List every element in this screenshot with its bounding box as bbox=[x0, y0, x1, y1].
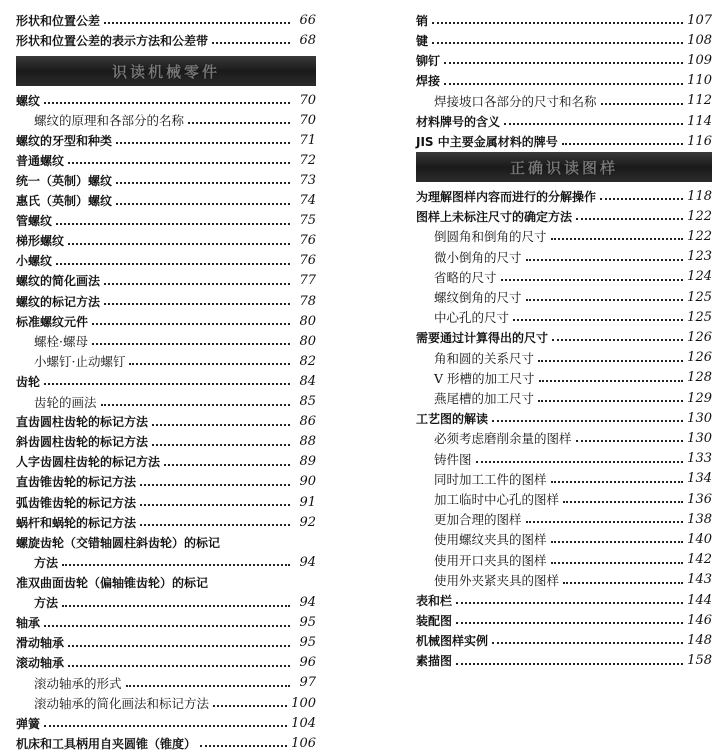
toc-entry-label: 小螺钉·止动螺钉 bbox=[34, 354, 126, 370]
toc-entry bbox=[16, 633, 316, 653]
leader-dots bbox=[513, 319, 683, 321]
toc-page-number: 100 bbox=[291, 695, 316, 711]
toc-entry-label: 滚动轴承的简化画法和标记方法 bbox=[34, 696, 210, 711]
leader-dots bbox=[56, 263, 290, 265]
toc-entry bbox=[416, 111, 712, 131]
toc-entry-label: 管螺纹 bbox=[16, 214, 53, 229]
toc-page-number: 94 bbox=[299, 595, 316, 610]
toc-entry-label: 弧齿锥齿轮的标记方法 bbox=[16, 495, 137, 510]
toc-entry bbox=[16, 412, 316, 432]
toc-entry bbox=[16, 673, 316, 693]
toc-entry-label: 装配图 bbox=[416, 613, 453, 628]
toc-entry-label: 键 bbox=[416, 33, 429, 48]
leader-dots bbox=[456, 602, 683, 604]
toc-page-number: 126 bbox=[687, 350, 712, 366]
toc-entry bbox=[416, 449, 712, 469]
toc-entry bbox=[16, 552, 316, 572]
toc-entry-label: 机床和工具柄用自夹圆锥（锥度） bbox=[16, 736, 197, 751]
toc-entry-label: 小螺纹 bbox=[16, 254, 53, 269]
toc-page-number: 80 bbox=[299, 333, 316, 349]
toc-entry-label: 螺纹的牙型和种类 bbox=[16, 133, 113, 148]
toc-page-number: 116 bbox=[687, 133, 712, 149]
toc-entry bbox=[16, 452, 316, 472]
toc-page-number: 95 bbox=[299, 615, 316, 631]
leader-dots bbox=[562, 143, 683, 145]
toc-page-number: 144 bbox=[687, 592, 712, 608]
leader-dots bbox=[116, 142, 290, 144]
toc-entry-label: 螺旋齿轮（交错轴圆柱斜齿轮）的标记 bbox=[16, 535, 221, 550]
leader-dots bbox=[504, 123, 683, 125]
leader-dots bbox=[129, 363, 290, 365]
leader-dots bbox=[212, 42, 290, 44]
toc-page-number: 74 bbox=[299, 193, 316, 208]
leader-dots bbox=[164, 464, 290, 466]
toc-entry bbox=[416, 327, 712, 347]
toc-entry-label: 螺纹的标记方法 bbox=[16, 294, 101, 309]
toc-entry bbox=[16, 90, 316, 110]
leader-dots bbox=[476, 461, 684, 463]
leader-dots bbox=[551, 541, 684, 543]
leader-dots bbox=[526, 299, 684, 301]
toc-entry-label: 斜齿圆柱齿轮的标记方法 bbox=[16, 435, 149, 450]
toc-entry bbox=[16, 211, 316, 231]
toc-page-number: 148 bbox=[687, 632, 712, 648]
toc-entry-label: 表和栏 bbox=[416, 593, 453, 608]
toc-entry bbox=[16, 572, 316, 592]
toc-page-number: 94 bbox=[299, 554, 316, 570]
toc-entry-label: 螺栓·螺母 bbox=[34, 334, 88, 350]
toc-entry bbox=[416, 570, 712, 590]
toc-entry-label: 螺纹的原理和各部分的名称 bbox=[34, 113, 185, 129]
toc-page-number: 136 bbox=[687, 491, 712, 507]
leader-dots bbox=[44, 625, 290, 627]
toc-page-number: 82 bbox=[299, 353, 316, 369]
toc-page-number: 140 bbox=[687, 531, 712, 547]
toc-entry bbox=[16, 432, 316, 452]
leader-dots bbox=[539, 380, 684, 382]
toc-entry-label: 更加合理的图样 bbox=[434, 512, 522, 528]
toc-entry bbox=[16, 231, 316, 251]
leader-dots bbox=[140, 524, 290, 526]
leader-dots bbox=[456, 622, 683, 624]
toc-entry-label: 滚动轴承 bbox=[16, 656, 65, 671]
toc-entry bbox=[16, 392, 316, 412]
toc-entry bbox=[16, 512, 316, 532]
toc-page-number: 73 bbox=[299, 172, 316, 188]
leader-dots bbox=[92, 323, 290, 325]
toc-entry bbox=[16, 30, 316, 50]
leader-dots bbox=[116, 203, 290, 205]
toc-entry-label: 方法 bbox=[34, 555, 59, 570]
leader-dots bbox=[432, 42, 683, 44]
toc-page-number: 125 bbox=[687, 309, 712, 325]
leader-dots bbox=[492, 420, 683, 422]
leader-dots bbox=[600, 198, 683, 200]
toc-page-number: 66 bbox=[299, 12, 316, 28]
toc-entry bbox=[16, 110, 316, 130]
toc-entry bbox=[16, 191, 316, 211]
leader-dots bbox=[68, 645, 290, 647]
toc-entry-label: 机械图样实例 bbox=[416, 633, 489, 648]
toc-page-number: 130 bbox=[687, 430, 712, 446]
leader-dots bbox=[152, 444, 290, 446]
leader-dots bbox=[104, 22, 290, 24]
toc-entry bbox=[416, 186, 712, 206]
toc-entry bbox=[416, 610, 712, 630]
toc-entry bbox=[416, 247, 712, 267]
toc-entry bbox=[416, 509, 712, 529]
leader-dots bbox=[56, 223, 290, 225]
leader-dots bbox=[104, 303, 290, 305]
toc-page-number: 68 bbox=[299, 32, 316, 48]
toc-entry-label: 弹簧 bbox=[16, 716, 41, 731]
toc-entry-label: JIS 中主要金属材料的牌号 bbox=[416, 134, 558, 149]
toc-page-number: 125 bbox=[687, 289, 712, 305]
toc-entry-label: 中心孔的尺寸 bbox=[434, 310, 510, 326]
toc-entry-label: 滑动轴承 bbox=[16, 636, 65, 651]
toc-entry-label: 螺纹 bbox=[16, 93, 41, 108]
toc-page-number: 106 bbox=[291, 735, 316, 751]
leader-dots bbox=[188, 122, 290, 124]
toc-entry bbox=[416, 206, 712, 226]
toc-page-number: 143 bbox=[687, 572, 712, 588]
toc-page-number: 138 bbox=[687, 511, 712, 527]
toc-entry-label: 使用开口夹具的图样 bbox=[434, 552, 547, 568]
toc-entry-label: 形状和位置公差 bbox=[16, 13, 101, 28]
toc-entry-label: 直齿圆柱齿轮的标记方法 bbox=[16, 415, 149, 430]
leader-dots bbox=[44, 725, 287, 727]
toc-entry bbox=[416, 30, 712, 50]
toc-page-number: 130 bbox=[687, 410, 712, 426]
leader-dots bbox=[116, 182, 290, 184]
toc-entry bbox=[16, 593, 316, 613]
toc-page-number: 118 bbox=[687, 188, 712, 204]
toc-entry bbox=[16, 251, 316, 271]
leader-dots bbox=[92, 343, 290, 345]
toc-page-number: 88 bbox=[299, 434, 316, 450]
toc-entry bbox=[416, 428, 712, 448]
toc-entry-label: 需要通过计算得出的尺寸 bbox=[416, 330, 549, 345]
toc-page-number: 76 bbox=[299, 253, 316, 269]
toc-entry-label: 螺纹倒角的尺寸 bbox=[434, 290, 522, 305]
toc-entry bbox=[16, 331, 316, 351]
toc-entry-label: 必须考虑磨削余量的图样 bbox=[434, 431, 572, 447]
leader-dots bbox=[213, 705, 287, 707]
toc-page-number: 133 bbox=[687, 451, 712, 467]
leader-dots bbox=[526, 259, 684, 261]
toc-page-number: 123 bbox=[687, 249, 712, 265]
leader-dots bbox=[551, 481, 684, 483]
toc-page-number: 122 bbox=[687, 228, 712, 244]
toc-page-number: 71 bbox=[299, 132, 316, 148]
toc-entry bbox=[16, 532, 316, 552]
toc-entry-label: 加工临时中心孔的图样 bbox=[434, 492, 560, 507]
toc-page-number: 70 bbox=[299, 112, 316, 128]
toc-entry bbox=[16, 150, 316, 170]
toc-entry bbox=[416, 307, 712, 327]
toc-entry bbox=[16, 472, 316, 492]
toc-page-number: 158 bbox=[687, 653, 712, 669]
toc-entry bbox=[416, 651, 712, 671]
toc-entry bbox=[416, 590, 712, 610]
toc-page-number: 78 bbox=[299, 293, 316, 309]
toc-entry-label: 人字齿圆柱齿轮的标记方法 bbox=[16, 455, 161, 470]
toc-entry-label: 使用螺纹夹具的图样 bbox=[434, 532, 547, 548]
toc-entry bbox=[416, 50, 712, 70]
toc-page-number: 122 bbox=[687, 208, 712, 224]
toc-entry bbox=[16, 693, 316, 713]
toc-page-number: 75 bbox=[299, 213, 316, 229]
toc-entry-label: 方法 bbox=[34, 596, 59, 610]
toc-entry bbox=[16, 291, 316, 311]
leader-dots bbox=[200, 745, 287, 747]
toc-page-number: 114 bbox=[687, 113, 712, 129]
toc-entry-label: 直齿锥齿轮的标记方法 bbox=[16, 475, 137, 490]
toc-page-number: 89 bbox=[299, 454, 316, 470]
leader-dots bbox=[492, 642, 683, 644]
toc-entry bbox=[16, 351, 316, 371]
toc-page-number: 126 bbox=[687, 329, 712, 345]
leader-dots bbox=[501, 279, 684, 281]
toc-entry-label: 惠氏（英制）螺纹 bbox=[16, 194, 113, 208]
toc-entry-label: V 形槽的加工尺寸 bbox=[434, 370, 535, 386]
toc-entry bbox=[416, 91, 712, 111]
section-band bbox=[416, 152, 712, 182]
toc-entry-label: 蜗杆和蜗轮的标记方法 bbox=[16, 515, 137, 530]
toc-entry-label: 焊接坡口各部分的尺寸和名称 bbox=[434, 93, 597, 109]
leader-dots bbox=[62, 564, 290, 566]
toc-entry-label: 焊接 bbox=[416, 74, 441, 89]
toc-page-number: 108 bbox=[687, 32, 712, 48]
toc-page-number: 95 bbox=[299, 635, 316, 651]
toc-entry-label: 图样上未标注尺寸的确定方法 bbox=[416, 209, 573, 224]
toc-page-number: 112 bbox=[687, 93, 712, 109]
leader-dots bbox=[551, 238, 684, 240]
toc-entry bbox=[16, 311, 316, 331]
toc-page-number: 91 bbox=[299, 494, 316, 510]
toc-page-number: 92 bbox=[299, 514, 316, 530]
toc-entry-label: 滚动轴承的形式 bbox=[34, 675, 122, 691]
leader-dots bbox=[576, 218, 683, 220]
toc-entry bbox=[416, 10, 712, 30]
toc-page-number: 80 bbox=[299, 313, 316, 329]
leader-dots bbox=[456, 663, 683, 665]
toc-entry-label: 微小倒角的尺寸 bbox=[434, 249, 522, 265]
toc-entry bbox=[16, 613, 316, 633]
toc-entry bbox=[16, 371, 316, 391]
leader-dots bbox=[68, 243, 290, 245]
toc-entry bbox=[416, 388, 712, 408]
toc-entry bbox=[416, 489, 712, 509]
leader-dots bbox=[563, 501, 683, 503]
toc-page-number: 96 bbox=[299, 655, 316, 671]
toc-entry bbox=[416, 267, 712, 287]
toc-entry-label: 齿轮 bbox=[16, 374, 41, 389]
toc-entry bbox=[416, 348, 712, 368]
leader-dots bbox=[563, 582, 683, 584]
section-title: 正确识读图样 bbox=[509, 158, 618, 177]
toc-page-number: 84 bbox=[299, 373, 316, 389]
toc-entry-label: 准双曲面齿轮（偏轴锥齿轮）的标记 bbox=[16, 575, 209, 590]
leader-dots bbox=[101, 404, 290, 406]
toc-page-number: 142 bbox=[687, 552, 712, 568]
toc-page-number: 72 bbox=[299, 152, 316, 168]
leader-dots bbox=[62, 605, 290, 607]
toc-entry bbox=[416, 368, 712, 388]
leader-dots bbox=[538, 400, 683, 402]
leader-dots bbox=[444, 83, 683, 85]
leader-dots bbox=[538, 360, 683, 362]
toc-page-number: 129 bbox=[687, 390, 712, 406]
leader-dots bbox=[44, 102, 290, 104]
toc-entry-label: 角和圆的关系尺寸 bbox=[434, 350, 535, 366]
toc-entry bbox=[16, 10, 316, 30]
toc-entry-label: 燕尾槽的加工尺寸 bbox=[434, 391, 535, 406]
leader-dots bbox=[601, 103, 684, 105]
toc-entry bbox=[416, 469, 712, 489]
toc-entry bbox=[16, 733, 316, 753]
toc-entry bbox=[16, 130, 316, 150]
toc-entry bbox=[416, 71, 712, 91]
toc-page-number: 110 bbox=[687, 73, 712, 89]
toc-entry-label: 轴承 bbox=[16, 616, 41, 631]
toc-page-number: 128 bbox=[687, 370, 712, 386]
leader-dots bbox=[576, 440, 684, 442]
toc-entry-label: 为理解图样内容而进行的分解操作 bbox=[416, 189, 597, 204]
toc-page-number: 97 bbox=[299, 675, 316, 691]
toc-page-number: 124 bbox=[687, 269, 712, 285]
toc-entry-label: 省略的尺寸 bbox=[434, 269, 497, 285]
toc-entry-label: 同时加工工件的图样 bbox=[434, 471, 547, 487]
toc-entry bbox=[416, 131, 712, 151]
toc-entry-label: 使用外夹紧夹具的图样 bbox=[434, 572, 560, 588]
toc-entry bbox=[416, 630, 712, 650]
toc-entry-label: 素描图 bbox=[416, 654, 453, 669]
toc-page-number: 134 bbox=[687, 471, 712, 487]
toc-entry-label: 统一（英制）螺纹 bbox=[16, 173, 113, 188]
leader-dots bbox=[552, 339, 683, 341]
leader-dots bbox=[68, 665, 290, 667]
toc-page-number: 76 bbox=[299, 233, 316, 249]
toc-entry-label: 工艺图的解读 bbox=[416, 411, 489, 426]
toc-entry-label: 形状和位置公差的表示方法和公差带 bbox=[16, 33, 209, 48]
leader-dots bbox=[140, 484, 290, 486]
toc-page-number: 104 bbox=[291, 715, 316, 731]
toc-page-number: 86 bbox=[299, 414, 316, 430]
toc-entry-label: 材料牌号的含义 bbox=[416, 114, 501, 129]
toc-page-number: 90 bbox=[299, 474, 316, 490]
toc-entry-label: 销 bbox=[416, 13, 429, 28]
leader-dots bbox=[126, 685, 290, 687]
section-band bbox=[16, 56, 316, 86]
leader-dots bbox=[104, 283, 290, 285]
leader-dots bbox=[140, 504, 290, 506]
leader-dots bbox=[152, 424, 290, 426]
toc-page-number: 109 bbox=[687, 52, 712, 68]
toc-entry bbox=[416, 226, 712, 246]
toc-page-number: 107 bbox=[687, 12, 712, 28]
leader-dots bbox=[551, 562, 684, 564]
toc-entry-label: 铸件图 bbox=[434, 451, 472, 467]
toc-entry-label: 标准螺纹元件 bbox=[16, 314, 89, 329]
toc-entry bbox=[416, 408, 712, 428]
toc-page-number: 146 bbox=[687, 612, 712, 628]
toc-entry bbox=[416, 550, 712, 570]
leader-dots bbox=[44, 383, 290, 385]
toc-entry-label: 梯形螺纹 bbox=[16, 234, 65, 249]
toc-entry-label: 普通螺纹 bbox=[16, 153, 65, 168]
toc-entry-label: 倒圆角和倒角的尺寸 bbox=[434, 229, 547, 245]
toc-entry-label: 齿轮的画法 bbox=[34, 394, 97, 410]
toc-page-number: 85 bbox=[299, 394, 316, 409]
leader-dots bbox=[432, 22, 683, 24]
leader-dots bbox=[526, 521, 684, 523]
toc-entry bbox=[16, 713, 316, 733]
toc-entry bbox=[16, 170, 316, 190]
leader-dots bbox=[444, 62, 683, 64]
toc-entry bbox=[416, 287, 712, 307]
toc-entry bbox=[416, 529, 712, 549]
section-title: 识读机械零件 bbox=[111, 62, 220, 81]
toc-page-number: 70 bbox=[299, 92, 316, 108]
toc-entry bbox=[16, 653, 316, 673]
toc-entry-label: 螺纹的简化画法 bbox=[16, 274, 101, 289]
leader-dots bbox=[68, 162, 290, 164]
toc-entry bbox=[16, 271, 316, 291]
toc-entry bbox=[16, 492, 316, 512]
toc-entry-label: 铆钉 bbox=[416, 53, 441, 68]
toc-page-number: 77 bbox=[299, 273, 316, 289]
